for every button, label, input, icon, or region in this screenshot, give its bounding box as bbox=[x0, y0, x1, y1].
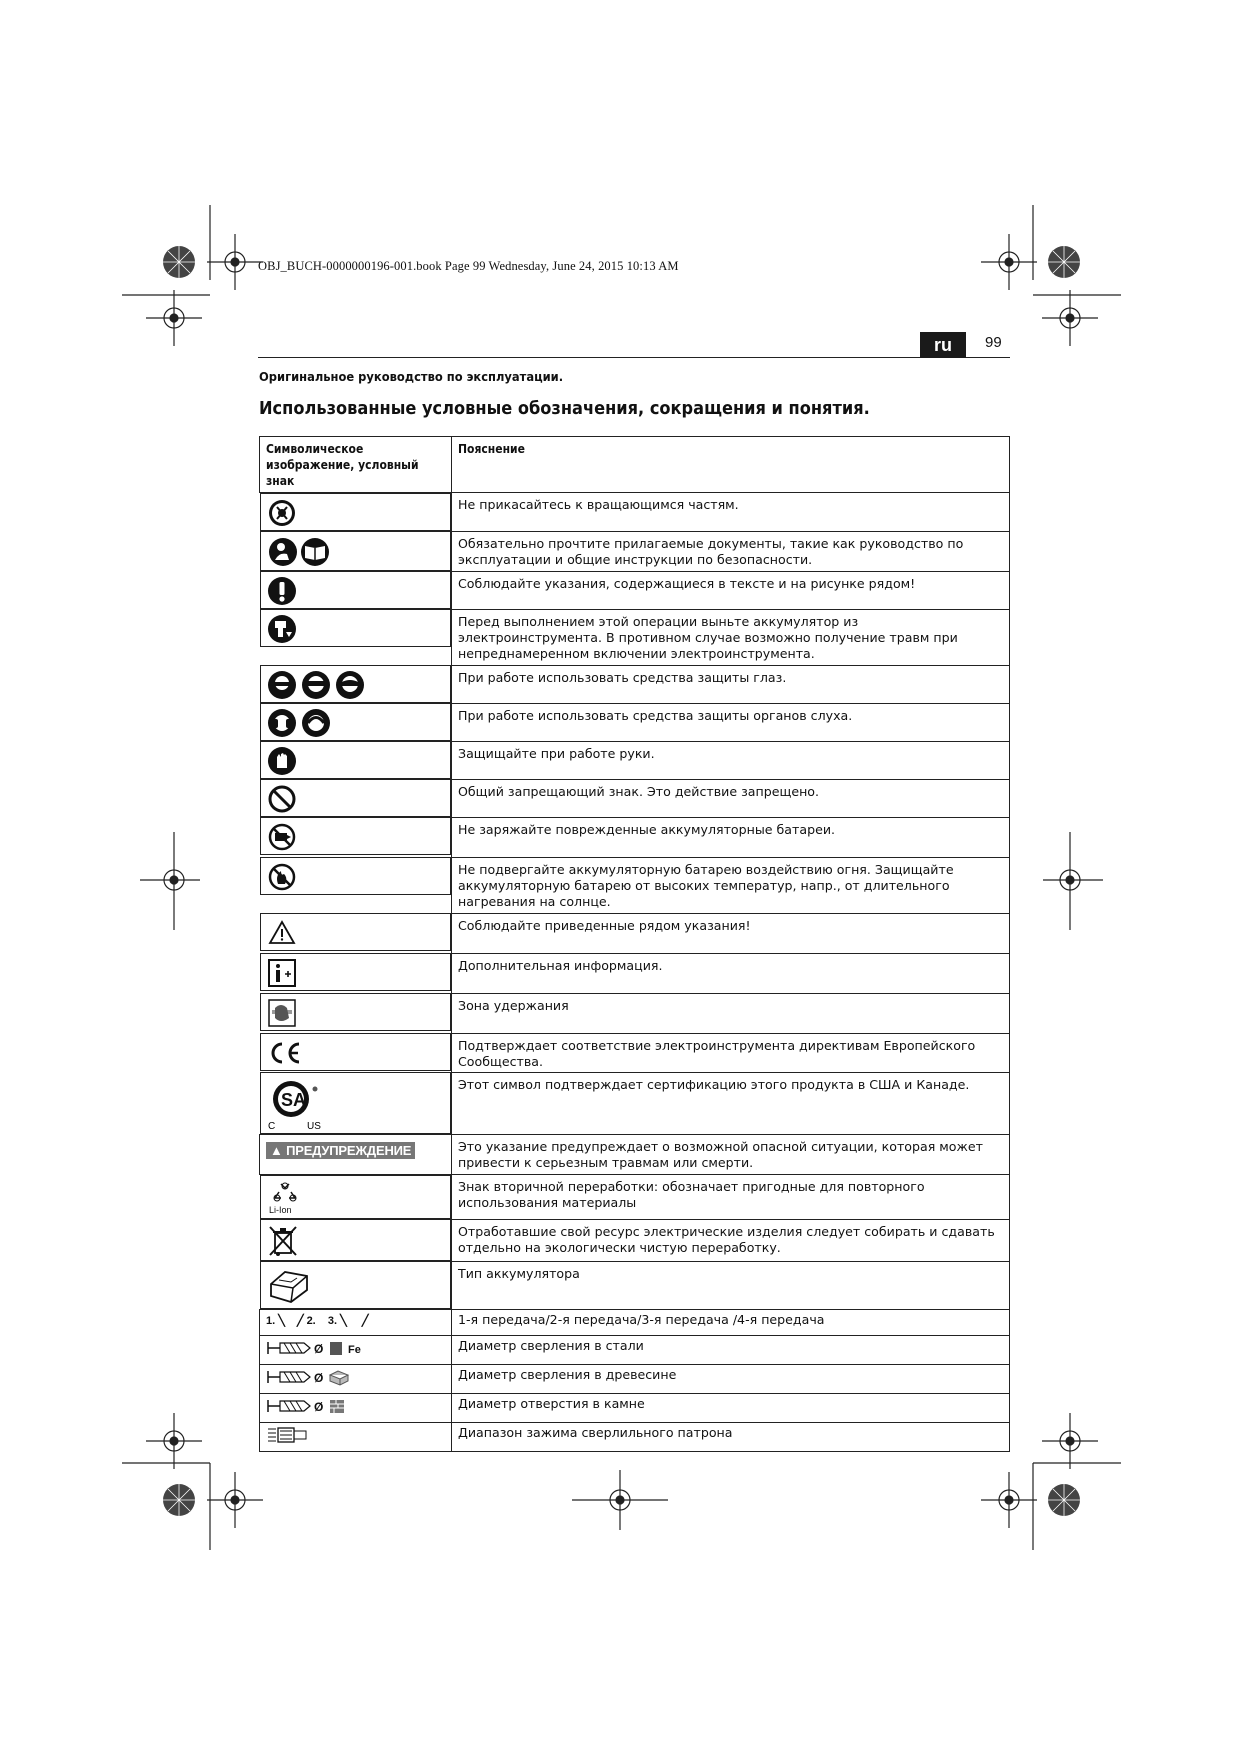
svg-text:Ø: Ø bbox=[314, 1371, 324, 1385]
svg-text:C: C bbox=[267, 1121, 275, 1131]
header-rule bbox=[258, 357, 1010, 358]
page-number: 99 bbox=[985, 334, 1002, 351]
table-row: Отработавшие свой ресурс электрические изделия следует собирать и сдавать отдельно на экологически чистую переработку. bbox=[260, 1219, 1010, 1261]
hand-protection-icon bbox=[267, 746, 297, 776]
weee-bin-icon bbox=[267, 1224, 299, 1258]
drill-stone-icon bbox=[266, 1396, 356, 1416]
svg-text:SA: SA bbox=[280, 1090, 306, 1110]
prohibition-icon bbox=[267, 784, 297, 814]
language-badge: ru bbox=[920, 332, 966, 358]
table-row: Li-Ion Знак вторичной переработки: обозначает пригодные для повторного использования материалы bbox=[260, 1175, 1010, 1220]
table-row: Подтверждает соответствие электроинструмента директивам Европейского Сообщества. bbox=[260, 1033, 1010, 1072]
csa-mark-icon bbox=[267, 1077, 327, 1131]
symbols-table bbox=[259, 436, 1010, 1452]
header-explanation: Пояснение bbox=[452, 437, 1010, 493]
read-manual-icon bbox=[267, 536, 331, 568]
table-row: Не прикасайтесь к вращающимся частям. bbox=[260, 493, 1010, 532]
gear-4-icon: ╱ bbox=[361, 1315, 369, 1327]
do-not-touch-rotating-icon bbox=[267, 498, 297, 528]
table-row: Ø Диаметр отверстия в камне bbox=[260, 1394, 1010, 1423]
document-subtitle: Оригинальное руководство по эксплуатации. bbox=[259, 369, 564, 384]
table-row: Диапазон зажима сверлильного патрона bbox=[260, 1423, 1010, 1452]
drill-wood-icon bbox=[266, 1367, 356, 1387]
table-row: Защищайте при работе руки. bbox=[260, 741, 1010, 779]
table-row: Не подвергайте аккумуляторную батарею воздействию огня. Защищайте аккумуляторную батарею от высоких температур, напр., от длительного нагревания на солнце. bbox=[260, 857, 1010, 913]
svg-text:US: US bbox=[306, 1121, 321, 1131]
table-header-row bbox=[260, 437, 1010, 493]
table-row: При работе использовать средства защиты глаз. bbox=[260, 665, 1010, 703]
info-icon bbox=[267, 958, 297, 988]
table-row: Общий запрещающий знак. Это действие запрещено. bbox=[260, 779, 1010, 817]
svg-text:Fe: Fe bbox=[348, 1344, 361, 1356]
remove-battery-icon bbox=[267, 614, 297, 644]
table-row: Ø Fe Диаметр сверления в стали bbox=[260, 1336, 1010, 1365]
table-row: Ø Диаметр сверления в древесине bbox=[260, 1365, 1010, 1394]
no-fire-battery-icon bbox=[267, 862, 297, 892]
table-row: Зона удержания bbox=[260, 993, 1010, 1033]
recycling-li-ion-icon bbox=[267, 1180, 303, 1216]
eye-protection-icon bbox=[267, 670, 365, 700]
drill-steel-icon bbox=[266, 1338, 376, 1358]
table-row: Не заряжайте поврежденные аккумуляторные батареи. bbox=[260, 817, 1010, 857]
svg-text:Li-Ion: Li-Ion bbox=[268, 1205, 292, 1215]
warning-triangle-icon bbox=[267, 918, 297, 948]
ce-mark-icon bbox=[267, 1038, 303, 1068]
table-row: 1. ╲ ╱ 2. 3. ╲ ╱ 1-я передача/2-я передача/3-я передача /4-я передача bbox=[260, 1310, 1010, 1336]
table-row: При работе использовать средства защиты органов слуха. bbox=[260, 703, 1010, 741]
table-row: Соблюдайте указания, содержащиеся в тексте и на рисунке рядом! bbox=[260, 571, 1010, 609]
table-row: Перед выполнением этой операции выньте аккумулятор из электроинструмента. В противном случае возможно получение травм при непреднамеренном включении электроинструмента. bbox=[260, 609, 1010, 665]
table-row: SA C US Этот символ подтверждает сертификацию этого продукта в США и Канаде. bbox=[260, 1072, 1010, 1135]
svg-text:Ø: Ø bbox=[314, 1400, 324, 1414]
chuck-range-icon bbox=[266, 1425, 310, 1445]
gear-3-icon: ╲ bbox=[340, 1315, 347, 1327]
table-row: Соблюдайте приведенные рядом указания! bbox=[260, 913, 1010, 953]
table-row: Дополнительная информация. bbox=[260, 953, 1010, 993]
gear-1-icon: ╲ bbox=[278, 1315, 285, 1327]
header-symbol: Символическое изображение, условный знак bbox=[260, 437, 452, 493]
gear-2-icon: ╱ bbox=[296, 1315, 304, 1327]
hearing-protection-icon bbox=[267, 708, 331, 738]
table-row: ▲ ПРЕДУПРЕЖДЕНИЕ Это указание предупреждает о возможной опасной ситуации, которая может привести к серьезным травмам или смерти. bbox=[260, 1135, 1010, 1175]
battery-type-icon bbox=[267, 1266, 311, 1306]
warning-label-icon: ▲ ПРЕДУПРЕЖДЕНИЕ bbox=[266, 1142, 415, 1159]
warning-triangle-small-icon: ▲ bbox=[270, 1143, 283, 1158]
table-row: Тип аккумулятора bbox=[260, 1261, 1010, 1310]
svg-text:Ø: Ø bbox=[314, 1342, 324, 1356]
gear-selection-icon: 1. ╲ ╱ 2. 3. ╲ ╱ bbox=[266, 1314, 369, 1327]
no-charging-damaged-battery-icon bbox=[267, 822, 297, 852]
book-header: OBJ_BUCH-0000000196-001.book Page 99 Wednesday, June 24, 2015 10:13 AM bbox=[258, 259, 679, 273]
page-title: Использованные условные обозначения, сокращения и понятия. bbox=[259, 398, 870, 419]
exclamation-icon bbox=[267, 576, 297, 606]
grip-zone-icon bbox=[267, 998, 297, 1028]
table-row: Обязательно прочтите прилагаемые документы, такие как руководство по эксплуатации и общие инструкции по безопасности. bbox=[260, 531, 1010, 571]
